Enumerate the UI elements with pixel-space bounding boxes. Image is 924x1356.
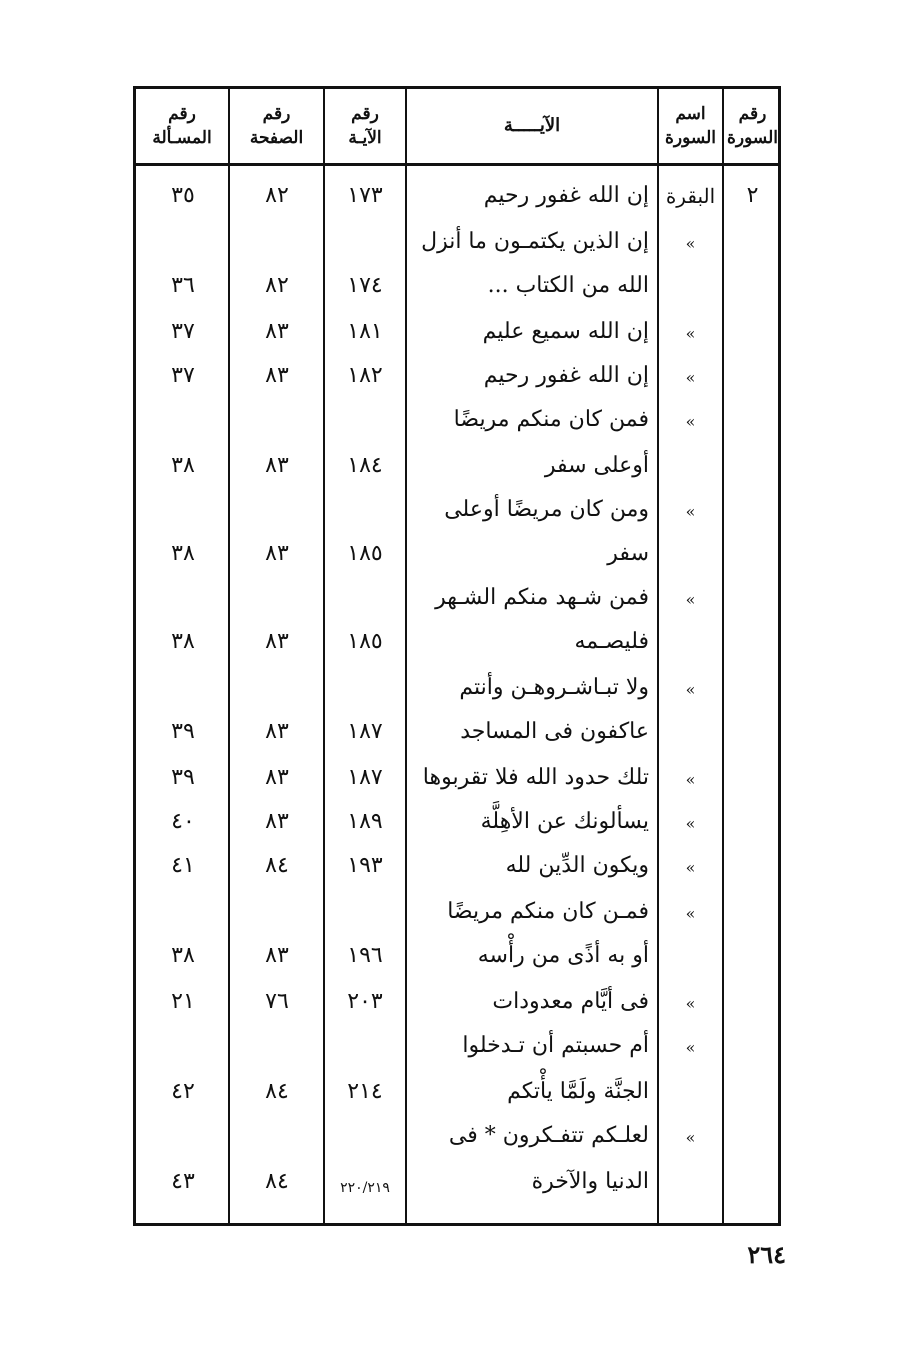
verse-number-cell: ١٨٥ xyxy=(347,629,383,654)
ditto-mark: » xyxy=(685,680,696,699)
verse-cell: فمـن كان منكم مريضًا xyxy=(447,899,649,924)
issue-number-cell: ٣٧ xyxy=(171,319,195,344)
verse-cell: ويكون الدِّين لله xyxy=(505,853,649,878)
verse-number-cell: ١٧٤ xyxy=(347,273,383,298)
issue-number-cell: ٣٨ xyxy=(171,943,195,968)
verse-cell: الدنيا والآخرة xyxy=(531,1169,649,1194)
header-text: الصفحة xyxy=(249,128,304,148)
page-number-cell: ٨٢ xyxy=(265,273,289,298)
issue-number-cell: ٤٣ xyxy=(171,1169,195,1194)
sura-number-cell: ٢ xyxy=(746,183,759,208)
page-number-cell: ٨٤ xyxy=(265,1079,289,1104)
verse-cell: أو به أذًى من رأْسه xyxy=(477,943,649,968)
ditto-mark: » xyxy=(685,412,696,431)
ditto-mark: » xyxy=(685,1128,696,1147)
header-verse xyxy=(407,92,657,160)
verse-cell: سفر xyxy=(607,541,649,566)
verse-cell: إن الله غفور رحيم xyxy=(483,183,649,208)
header-text: رقم xyxy=(738,104,767,124)
column-divider xyxy=(323,86,325,1226)
verse-cell: فى أيَّام معدودات xyxy=(492,989,649,1014)
ditto-mark: » xyxy=(685,994,696,1013)
page-number-cell: ٨٣ xyxy=(265,453,289,478)
page-number-cell: ٨٢ xyxy=(265,183,289,208)
verse-number-cell: ١٩٣ xyxy=(347,853,383,878)
verse-cell: عاكفون فى المساجد xyxy=(460,719,649,744)
header-text: الآيـة xyxy=(348,128,382,148)
header-text: السورة xyxy=(727,128,778,148)
verse-number-cell: ٢١٤ xyxy=(347,1079,383,1104)
header-verse-number xyxy=(325,92,405,160)
verse-number-cell: ١٨٧ xyxy=(347,765,383,790)
header-text: السورة xyxy=(665,128,716,148)
page-number-cell: ٨٣ xyxy=(265,809,289,834)
issue-number-cell: ٣٦ xyxy=(171,273,195,298)
issue-number-cell: ٤١ xyxy=(171,853,195,878)
verse-cell: فليصـمه xyxy=(574,629,649,654)
ditto-mark: » xyxy=(685,904,696,923)
verse-cell: ومن كان مريضًا أوعلى xyxy=(444,497,649,522)
issue-number-cell: ٣٨ xyxy=(171,453,195,478)
verse-number-cell: ١٨٤ xyxy=(347,453,383,478)
column-divider xyxy=(722,86,724,1226)
page-number-cell: ٨٣ xyxy=(265,719,289,744)
issue-number-cell: ٣٩ xyxy=(171,765,195,790)
page-number-cell: ٨٣ xyxy=(265,541,289,566)
header-text: رقم xyxy=(262,104,291,124)
sura-name-cell: البقرة xyxy=(665,184,716,208)
header-text: رقم xyxy=(351,104,379,124)
ditto-mark: » xyxy=(685,858,696,877)
ditto-mark: » xyxy=(685,590,696,609)
verse-cell: فمن كان منكم مريضًا xyxy=(453,407,649,432)
verse-cell: إن الذين يكتمـون ما أنزل xyxy=(421,229,649,254)
verse-number-cell: ٢٢٠/٢١٩ xyxy=(340,1180,390,1196)
verse-number-cell: ١٧٣ xyxy=(347,183,383,208)
ditto-mark: » xyxy=(685,502,696,521)
header-text: اسم xyxy=(675,104,706,124)
header-issue-number xyxy=(136,92,228,160)
verse-cell: إن الله سميع عليم xyxy=(482,319,649,344)
verse-cell: يسألونك عن الأهِلَّة xyxy=(480,809,649,834)
header-page-number xyxy=(230,92,323,160)
issue-number-cell: ٣٨ xyxy=(171,629,195,654)
page-number-cell: ٨٣ xyxy=(265,629,289,654)
issue-number-cell: ٣٩ xyxy=(171,719,195,744)
verse-number-cell: ١٨٥ xyxy=(347,541,383,566)
header-text: رقم xyxy=(168,104,196,124)
verse-cell: لعلـكم تتفـكرون * فى xyxy=(448,1123,649,1148)
page-number-cell: ٨٣ xyxy=(265,765,289,790)
verse-number-cell: ٢٠٣ xyxy=(347,989,383,1014)
verse-number-cell: ١٩٦ xyxy=(347,943,383,968)
header-sura-name xyxy=(659,92,722,160)
ditto-mark: » xyxy=(685,234,696,253)
ditto-mark: » xyxy=(685,368,696,387)
verse-cell: أم حسبتم أن تـدخلوا xyxy=(462,1033,649,1058)
verse-number-cell: ١٨١ xyxy=(347,319,383,344)
page-number-cell: ٨٣ xyxy=(265,363,289,388)
verse-number-cell: ١٨٢ xyxy=(347,363,383,388)
page-number-cell: ٨٣ xyxy=(265,943,289,968)
verse-number-cell: ١٨٩ xyxy=(347,809,383,834)
header-sura-number xyxy=(724,92,781,160)
verse-cell: فمن شـهد منكم الشـهر xyxy=(435,585,649,610)
issue-number-cell: ٣٥ xyxy=(171,183,195,208)
header-divider xyxy=(133,163,781,166)
page-number-cell: ٨٣ xyxy=(265,319,289,344)
verse-cell: تلك حدود الله فلا تقربوها xyxy=(422,765,649,790)
verse-cell: الله من الكتاب ... xyxy=(487,273,649,298)
issue-number-cell: ٣٨ xyxy=(171,541,195,566)
ditto-mark: » xyxy=(685,770,696,789)
issue-number-cell: ٤٢ xyxy=(171,1079,195,1104)
header-text: المسـألة xyxy=(152,128,212,148)
page-number-cell: ٨٤ xyxy=(265,853,289,878)
ditto-mark: » xyxy=(685,1038,696,1057)
verse-cell: الجنَّة ولَمَّا يأْتكم xyxy=(507,1079,649,1104)
verse-cell: أوعلى سفر xyxy=(544,453,649,478)
verse-cell: إن الله غفور رحيم xyxy=(483,363,649,388)
issue-number-cell: ٤٠ xyxy=(171,809,195,834)
ditto-mark: » xyxy=(685,324,696,343)
issue-number-cell: ٣٧ xyxy=(171,363,195,388)
page-number-cell: ٨٤ xyxy=(265,1169,289,1194)
header-text: الآيـــــة xyxy=(503,115,561,136)
ditto-mark: » xyxy=(685,814,696,833)
issue-number-cell: ٢١ xyxy=(171,989,195,1014)
verse-number-cell: ١٨٧ xyxy=(347,719,383,744)
page-number-cell: ٧٦ xyxy=(265,989,289,1014)
page-number: ٢٦٤ xyxy=(747,1240,786,1269)
column-divider xyxy=(228,86,230,1226)
verse-cell: ولا تبـاشـروهـن وأنتم xyxy=(459,675,649,700)
